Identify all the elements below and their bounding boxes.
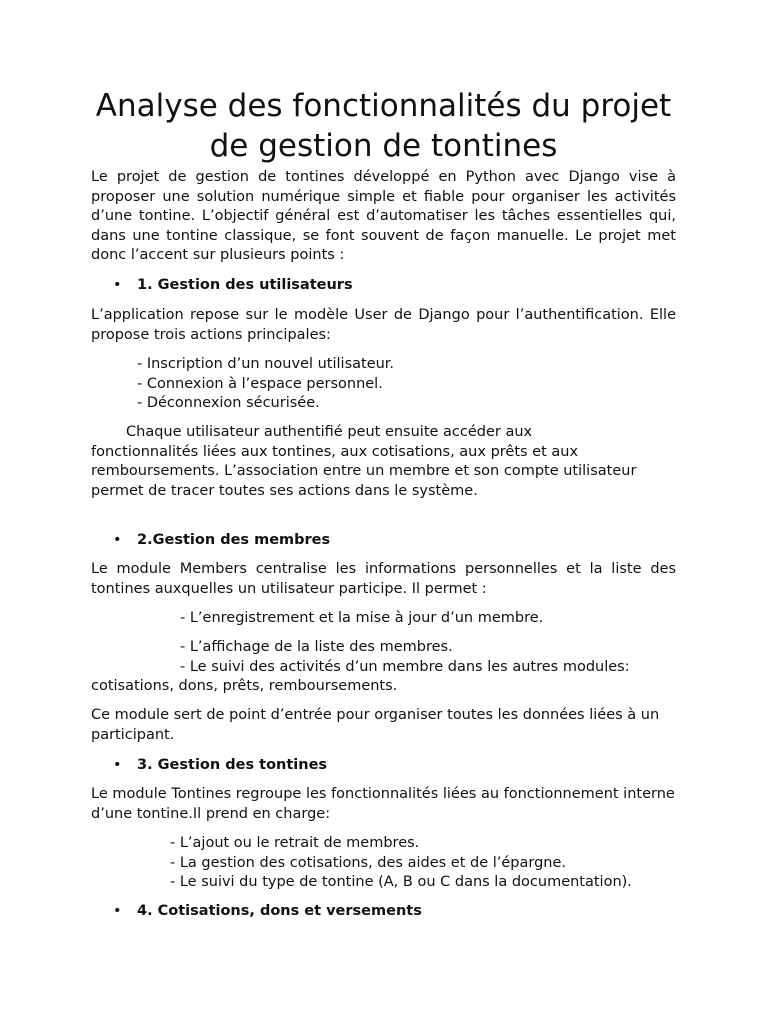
list-item: - La gestion des cotisations, des aides et de l’épargne.: [170, 854, 567, 871]
list-item: - Inscription d’un nouvel utilisateur.: [137, 356, 395, 372]
paragraph-line: Chaque utilisateur authentifié peut ensuite accéder aux: [126, 424, 533, 440]
section-heading-label: 4. Cotisations, dons et versements: [137, 903, 422, 919]
paragraph-line: fonctionnalités liées aux tontines, aux cotisations, aux prêts et aux: [91, 443, 579, 460]
paragraph-line: remboursements. L’association entre un membre et son compte utilisateur: [91, 463, 637, 480]
intro-paragraph: Le projet de gestion de tontines développé en Python avec Django vise à proposer une solution numérique simple et fiable pour organiser les activités d’une tontine. L’objectif général est d’automatiser les tâches essentielles qui, dans une tontine classique, se font souvent de façon manuelle. Le projet met donc l’accent sur plusieurs points :: [91, 169, 676, 264]
section3-list: [170, 834, 755, 893]
section2-paragraph: Le module Members centralise les informations personnelles et la liste des tontines auxquelles un utilisateur participe. Il permet :: [91, 561, 676, 597]
section2-list: [91, 638, 676, 697]
list-item-continuation: cotisations, dons, prêts, remboursements.: [91, 678, 398, 695]
page-title: Analyse des fonctionnalités du projet de gestion de tontines: [95, 88, 672, 164]
list-item: - Le suivi du type de tontine (A, B ou C dans la documentation).: [170, 874, 632, 891]
list-item: - Le suivi des activités d’un membre dans les autres modules:: [180, 658, 630, 675]
list-item: - Déconnexion sécurisée.: [137, 395, 320, 412]
section2-paragraph-2: Ce module sert de point d’entrée pour organiser toutes les données liées à un participant.: [91, 707, 660, 743]
paragraph-line: permet de tracer toutes ses actions dans le système.: [91, 482, 478, 499]
bullet-icon: •: [113, 757, 122, 773]
section-heading-label: 1. Gestion des utilisateurs: [137, 277, 353, 293]
section-heading-label: 3. Gestion des tontines: [137, 757, 328, 773]
section1-paragraph: L’application repose sur le modèle User de Django pour l’authentification. Elle propose trois actions principales:: [91, 307, 676, 343]
bullet-icon: •: [113, 277, 122, 293]
list-item: - Connexion à l’espace personnel.: [137, 375, 383, 392]
section-heading-label: 2.Gestion des membres: [137, 532, 331, 548]
bullet-icon: •: [113, 903, 122, 919]
section1-paragraph-2: [91, 423, 676, 501]
bullet-icon: •: [113, 532, 122, 548]
section3-paragraph: Le module Tontines regroupe les fonctionnalités liées au fonctionnement interne d’une tontine.Il prend en charge:: [91, 786, 675, 822]
list-item: - L’enregistrement et la mise à jour d’un membre.: [180, 610, 544, 626]
section1-list: [137, 355, 722, 414]
list-item: - L’ajout ou le retrait de membres.: [170, 835, 420, 851]
list-item: - L’affichage de la liste des membres.: [180, 639, 453, 655]
